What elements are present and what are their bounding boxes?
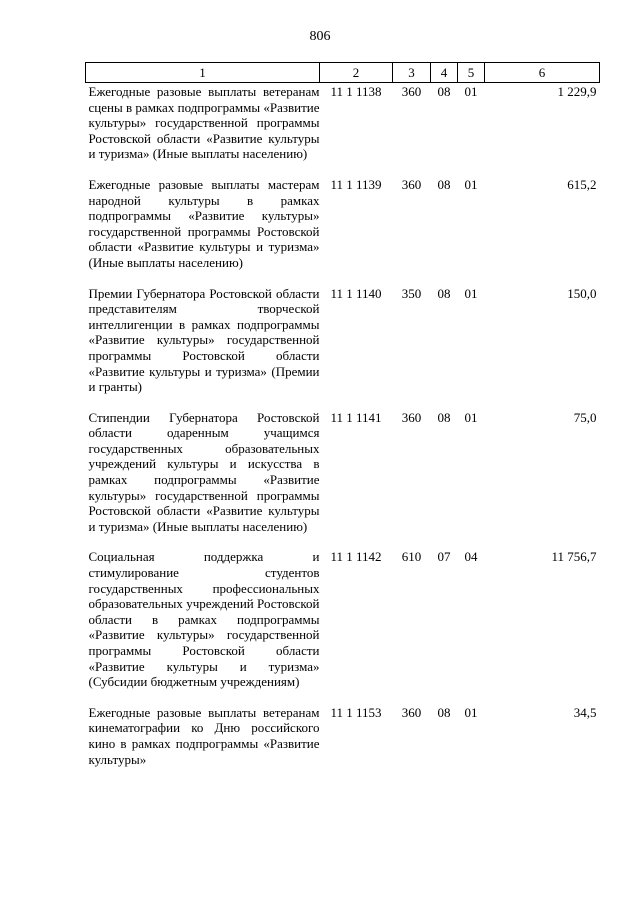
row-expense-type: 350 [401, 285, 422, 301]
row-amount: 75,0 [573, 409, 597, 425]
column-header-2: 2 [320, 63, 393, 83]
table-row [86, 176, 600, 285]
column-header-1: 1 [86, 63, 320, 83]
row-description: Стипендии Губернатора Ростовской области одаренным учащимся государственных образовательных учреждений культуры и искусства в рамках подпрограммы «Развитие культуры» государственной программы Ростовской области «Развитие культуры и туризма» (Иные выплаты населению) [88, 409, 320, 534]
row-target-code: 11 1 1141 [330, 409, 382, 425]
row-target-code: 11 1 1139 [330, 176, 382, 192]
row-amount: 615,2 [567, 176, 597, 192]
row-expense-type: 360 [401, 409, 422, 425]
row-description: Социальная поддержка и стимулирование студентов государственных профессиональных образовательных учреждений Ростовской области в рамках подпрограммы «Развитие культуры» государственной программы Ростовской области «Развитие культуры и туризма» (Субсидии бюджетным учреждениям) [88, 549, 320, 690]
row-expense-type: 610 [401, 549, 422, 565]
row-section: 08 [437, 704, 451, 720]
row-section: 08 [437, 409, 451, 425]
row-description: Премии Губернатора Ростовской области представителям творческой интеллигенции в рамках подпрограммы «Развитие культуры» государственной программы Ростовской области «Развитие культуры и туризма» (Премии и гранты) [88, 285, 320, 395]
row-target-code: 11 1 1153 [330, 704, 382, 720]
row-amount: 1 229,9 [557, 84, 597, 99]
row-target-code: 11 1 1142 [330, 549, 382, 565]
row-description: Ежегодные разовые выплаты ветеранам сцены в рамках подпрограммы «Развитие культуры» государственной программы Ростовской области «Развитие культуры и туризма» (Иные выплаты населению) [88, 84, 320, 162]
row-amount: 34,5 [573, 704, 597, 720]
row-subsection: 01 [464, 285, 478, 301]
page-number: 806 [309, 29, 331, 44]
table-row [86, 548, 600, 703]
row-section: 08 [437, 285, 451, 301]
row-description: Ежегодные разовые выплаты ветеранам кинематографии ко Дню российского кино в рамках подпрограммы «Развитие культуры» [88, 704, 320, 767]
row-section: 08 [437, 84, 451, 99]
row-subsection: 01 [464, 84, 478, 99]
table-row [86, 285, 600, 409]
row-subsection: 04 [464, 549, 478, 565]
column-header-3: 3 [393, 63, 431, 83]
row-expense-type: 360 [401, 84, 422, 99]
row-subsection: 01 [464, 409, 478, 425]
column-header-6: 6 [485, 63, 600, 83]
row-target-code: 11 1 1140 [330, 285, 382, 301]
budget-table [85, 62, 600, 781]
table-body [86, 83, 600, 782]
row-target-code: 11 1 1138 [330, 84, 382, 99]
table-row [86, 409, 600, 549]
column-header-5: 5 [458, 63, 485, 83]
column-header-4: 4 [431, 63, 458, 83]
table-row [86, 83, 600, 176]
row-expense-type: 360 [401, 176, 422, 192]
row-amount: 11 756,7 [551, 549, 597, 565]
row-subsection: 01 [464, 704, 478, 720]
row-amount: 150,0 [567, 285, 597, 301]
table-header [86, 63, 600, 83]
row-section: 07 [437, 549, 451, 565]
row-subsection: 01 [464, 176, 478, 192]
row-expense-type: 360 [401, 704, 422, 720]
row-section: 08 [437, 176, 451, 192]
table-row [86, 704, 600, 781]
row-description: Ежегодные разовые выплаты мастерам народной культуры в рамках подпрограммы «Развитие культуры» государственной программы Ростовской области «Развитие культуры и туризма» (Иные выплаты населению) [88, 176, 320, 270]
